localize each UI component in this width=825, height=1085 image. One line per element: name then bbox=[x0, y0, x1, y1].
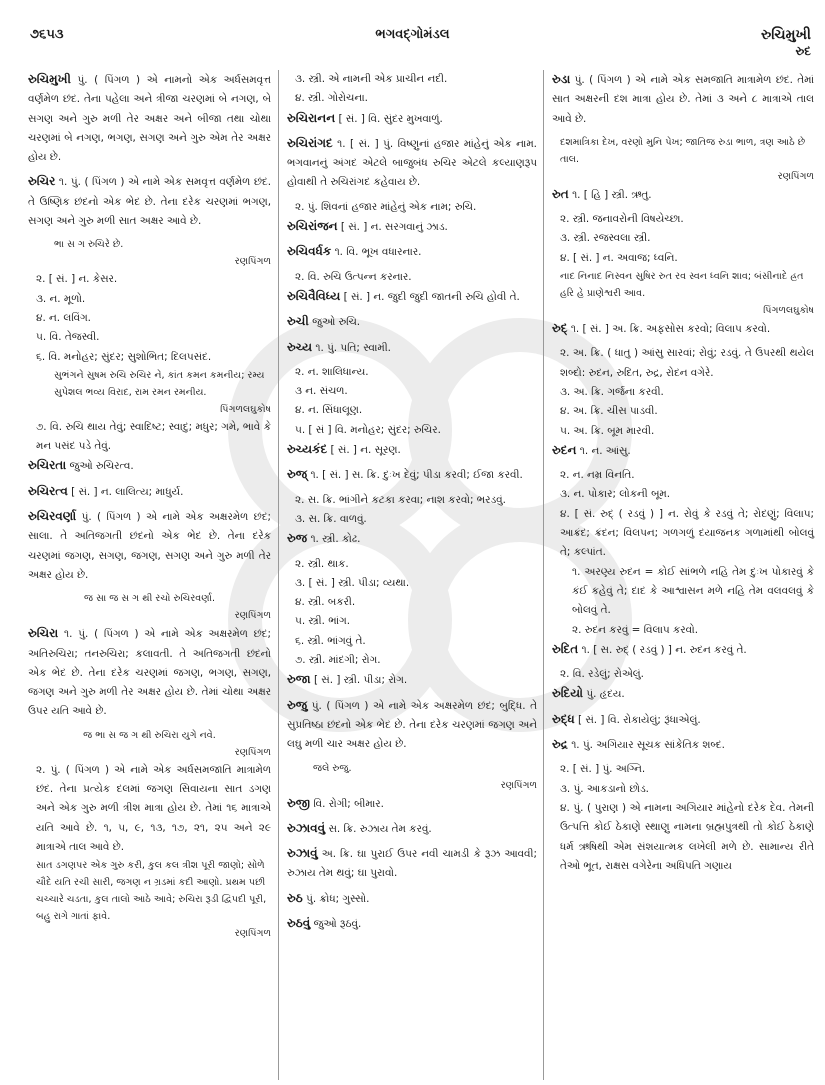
dictionary-entry bbox=[28, 507, 271, 585]
page-number: ૭૬૫૩ bbox=[30, 27, 64, 42]
sense-definition: ૩. ન. પોકાર; લોકની બૂમ. bbox=[560, 488, 671, 501]
sense-definition: ૪. પું. ( પુરાણ ) એ નામના અગિયાર માંહેનો દરેક દેવ. તેમની ઉત્પત્તિ કોઈ ઠેકાણે સ્થાણુ નામના બ્રહ્મપુત્રથી તો કોઈ ઠેકાણે ધર્મ ઋષિથી એમ સંશયાત્મક લખેલી મળે છે. સામાન્ય રીતે તેઓ ભૂત, રાક્ષસ વગેરેના અધિપતિ ગણાય bbox=[560, 801, 814, 872]
citation-source: રણપિંગળ bbox=[234, 256, 271, 268]
definition-text: ૧. પું. ( પિંગળ ) એ નામે એક અક્ષરમેળ છંદ; અતિરુચિરા; તનરુચિરા; કલાવતી. તે અતિજગતી છંદનો એક ભેદ છે. તેના દરેક ચરણમાં જગણ, ભગણ, સગણ, જગણ અને ગુરુ મળી તેર અક્ષર હોય છે. તેમાં ચોથા અક્ષર ઉપર યતિ આવે છે. bbox=[28, 628, 271, 718]
definition-text: ૧. વિ. ભૂખ વધારનાર. bbox=[331, 246, 422, 259]
headword: રુચિમુખી bbox=[28, 72, 71, 86]
citation-source: રણપિંગળ bbox=[234, 610, 271, 622]
verse-quote: ભા સ ગ રુચિરે છે. bbox=[54, 239, 124, 251]
dictionary-entry bbox=[287, 529, 537, 549]
sense-definition: ૩. સ. ક્રિ. વાળવું. bbox=[295, 512, 367, 525]
sense-definition: ૩. સ્ત્રી. રજસ્વલા સ્ત્રી. bbox=[560, 232, 651, 245]
citation-source: રણપિંગળ bbox=[500, 779, 537, 791]
sense-definition: ૨. અ. ક્રિ. ( ધાતુ ) આંસુ સારવાં; રોવું; રડવું. તે ઉપરથી થયેલ શબ્દો: રુદન, રુદિત, રુદ્ર, રોદન વગેરે. bbox=[560, 347, 814, 379]
sense-definition: ૨. સ્ત્રી. જનાવરોની વિષયેચ્છા. bbox=[560, 213, 684, 226]
definition-text: જુઓ રુચિરત્વ. bbox=[66, 460, 134, 473]
definition-text: જુઓ રુચિ. bbox=[308, 316, 361, 329]
dictionary-entry bbox=[552, 640, 814, 660]
definition-text: જુઓ રૂઠવું. bbox=[310, 917, 362, 930]
definition-text: [ સં. ] ન. જુદી જુદી જાતની રુચિ હોવી તે. bbox=[340, 290, 520, 303]
verse-quote: જ ભા સ જ ગ થી રુચિરા યુગે નવે. bbox=[83, 729, 216, 741]
citation-source: પિંગળલઘુકોષ bbox=[220, 403, 271, 415]
headword: રુદન bbox=[552, 442, 577, 457]
headword: રુત bbox=[552, 186, 569, 201]
dictionary-entry bbox=[287, 465, 537, 485]
sense-definition: ૩ ન. સંચળ. bbox=[295, 385, 348, 398]
headword: રુચિરાનન bbox=[287, 110, 336, 125]
definition-text: પું. ( પિંગળ ) એ નામે એક સમજાતિ માત્રામેળ છંદ. તેમાં સાત અક્ષરની દશ માત્રા હોય છે. તેમાં ૩ અને ૮ માત્રાએ તાલ આવે છે. bbox=[552, 74, 814, 125]
headword: રુઠ bbox=[287, 890, 303, 905]
headword: રુદિયો bbox=[552, 686, 584, 701]
dictionary-entry bbox=[287, 889, 537, 909]
dictionary-entry bbox=[28, 172, 271, 231]
sense-definition: ૩. અ. ક્રિ. ગર્જના કરવી. bbox=[560, 385, 664, 398]
dictionary-entry bbox=[552, 319, 814, 339]
definition-text: [ સં. ] ન. સરગવાનું ઝાડ. bbox=[337, 221, 448, 234]
definition-text: [ સં. ] સ્ત્રી. પીડા; રોગ. bbox=[310, 674, 408, 687]
dictionary-entry bbox=[552, 735, 814, 755]
dictionary-entry bbox=[287, 134, 537, 193]
sense-definition: ૪. સ્ત્રી. બકરી. bbox=[295, 596, 356, 609]
sense-definition: ૪. સ્ત્રી. ગોરોચના. bbox=[295, 92, 368, 105]
verse-quote: જલે રુજુ. bbox=[313, 762, 352, 774]
headword: રુચિરા bbox=[28, 626, 59, 641]
sense-definition: ૨. સ્ત્રી. થાક. bbox=[295, 557, 349, 570]
sense-definition: ૩. ન. મૂળો. bbox=[36, 292, 86, 305]
dictionary-entry bbox=[28, 70, 271, 167]
sense-definition: ૨. [ સં. ] પું. અગ્નિ. bbox=[560, 763, 646, 776]
citation-source: રણપિંગળ bbox=[234, 928, 271, 940]
dictionary-entry bbox=[28, 624, 271, 721]
headword: રુદિત bbox=[552, 641, 579, 656]
headword: રુઝાવવું bbox=[287, 820, 326, 835]
verse-quote: દશમાત્રિકા દેખ, વરણો મુનિ પેખ; જાતિજ રુડા ભાળ, ત્રણ આઠે છે તાલ. bbox=[560, 136, 806, 165]
headword: રુડા bbox=[552, 72, 571, 86]
headword: રુઠવું bbox=[287, 915, 311, 930]
headword: રુજ્ bbox=[287, 467, 308, 482]
verse-quote: નાદ નિનાદ નિસ્વન સુષિર રુત રવ સ્વન ધ્વનિ શાવ; બંસીનાદે હ્રત હરિ હે પ્રાણેશ્વરી આવ. bbox=[560, 271, 804, 300]
guide-word-first: રુચિમુખી bbox=[760, 27, 811, 43]
dictionary-entry bbox=[287, 338, 537, 358]
dictionary-entry bbox=[287, 287, 537, 307]
definition-text: ૧. [ સ. રુદ્ ( રડવું ) ] ન. રુદન કરવું તે. bbox=[578, 643, 747, 656]
dictionary-entry bbox=[287, 217, 537, 237]
sense-definition: ૨. સ. ક્રિ. ભાંગીને કટકા કરવા; નાશ કરવો; ભરડવું. bbox=[295, 493, 506, 506]
sense-definition: ૪. [ સં. રુદ્ ( રડવું ) ] ન. રોવું કે રડવું તે; રોદણું; વિલાપ; આક્રંદ; ક્રંદન; વિલપન; ગળગળું દયાજનક ગળામાંથી બોલવું તે; કલ્પાંત. bbox=[560, 507, 814, 559]
dictionary-entry bbox=[552, 441, 814, 461]
headword: રુચિરવર્ણા bbox=[28, 509, 77, 524]
dictionary-entry bbox=[287, 844, 537, 884]
definition-text: ૧. પું. પતિ; સ્વામી. bbox=[312, 341, 391, 354]
dictionary-entry bbox=[28, 482, 271, 502]
dictionary-entry bbox=[28, 456, 271, 476]
sense-definition: ૪. અ. ક્રિ. ચીસ પાડવી. bbox=[560, 405, 658, 418]
definition-text: ૧. પું. ( પિંગળ ) એ નામે એક સમવૃત્ત વર્ણમેળ છંદ. તે ઉષ્ણિક છંદનો એક ભેદ છે. તેના દરેક ચરણમાં ભગણ, સગણ અને ગુરુ મળી સાત અક્ષર આવે છે. bbox=[28, 176, 271, 228]
column-left bbox=[28, 70, 278, 1080]
citation-source: રણપિંગળ bbox=[777, 170, 814, 182]
headword: રુદ્ધ bbox=[552, 711, 575, 726]
headword: રુજુ bbox=[287, 697, 308, 712]
dictionary-entry bbox=[287, 312, 537, 332]
definition-text: ૧. પું. અગિયાર સૂચક સાંકેતિક શબ્દ. bbox=[567, 739, 725, 752]
definition-text: [ સં. ] ન. લાલિત્ય; માધુર્ય. bbox=[67, 485, 184, 498]
dictionary-entry bbox=[287, 794, 537, 814]
definition-text: [ સં. ] વિ. સુંદર મુખવાળું. bbox=[335, 112, 443, 125]
guide-word-last: રુદ bbox=[795, 44, 811, 58]
sense-definition: ૩. પું. આકડાનો છોડ. bbox=[560, 782, 649, 795]
sense-definition: ૬. વિ. મનોહર; સુંદર; સુશોભિત; દિલપસંદ. bbox=[36, 350, 212, 363]
sense-definition: ૪. ન. લવિંગ. bbox=[36, 311, 91, 324]
sense-definition: ૫. અ. ક્રિ. બૂમ મારવી. bbox=[560, 424, 655, 437]
definition-text: ૧. ન. આંસુ. bbox=[576, 444, 631, 457]
verse-quote: જ સા જ સ ગ થી રચો રુચિરવર્ણા. bbox=[83, 593, 216, 605]
dictionary-entry bbox=[287, 670, 537, 690]
sense-definition: ૨. વિ. રડેલું; રોએલું. bbox=[560, 668, 644, 681]
definition-text: ૧. [ સં. ] સ. ક્રિ. દુઃખ દેવું; પીડા કરવી; ઈજા કરવી. bbox=[307, 469, 523, 482]
definition-text: પું. ( પિંગળ ) એ નામે એક અક્ષરમેળ છંદ; સાલા. તે અતિજગતી છંદનો એક ભેદ છે. તેના દરેક ચરણમાં જગણ, સગણ, જગણ, સગણ અને ગુરુ મળી તેર અક્ષર હોય છે. bbox=[28, 511, 271, 581]
headword: રુચિરતા bbox=[28, 458, 67, 473]
dictionary-entry bbox=[552, 710, 814, 730]
definition-text: ૧. [ હિ ] સ્ત્રી. ઋતુ. bbox=[568, 188, 652, 201]
headword: રુજી bbox=[287, 795, 311, 810]
sense-definition: ૫. વિ. તેજસ્વી. bbox=[36, 331, 100, 344]
definition-text: અ. ક્રિ. ઘા પુરાઈ ઉપર નવી ચામડી કે રૂઝ આવવી; રુઝાય તેમ થવું; ઘા પુરાવો. bbox=[287, 848, 537, 880]
sense-definition: ૩. [ સં. ] સ્ત્રી. પીડા; વ્યથા. bbox=[295, 576, 410, 589]
dictionary-entry bbox=[287, 242, 537, 262]
headword: રુચિરાંજન bbox=[287, 219, 338, 234]
book-title: ભગવદ્ગોમંડલ bbox=[375, 27, 450, 42]
headword: રુદ્ bbox=[552, 321, 568, 336]
definition-text: પું. ( પિંગળ ) એ નામનો એક અર્ધસમવૃત્ત વર્ણમેળ છંદ. તેના પહેલા અને ત્રીજા ચરણમાં બે નગણ, બે સગણ અને ગુરુ મળી તેર અક્ષર અને બીજા તથા ચોથા ચરણમાં બે નગણ, ભગણ, સગણ અને ગુરુ એમ તેર અક્ષર હોય છે. bbox=[28, 74, 271, 164]
headword: રુદ્ર bbox=[552, 737, 568, 752]
verse-quote: સાત ડગણપર એક ગુરુ કરી, કુલ કલ ત્રીશ પૂરી જાણો; સોળે ચૌદે યતિ રચી સારી, જગણ ન ગ્રડમાં કદી આણો. પ્રથમ પછી ચચ્ચારે ચડતા, કુલ તાલો આઠે આવે; રુચિરા રૂડી દ્વિપદી પૂરી, બહુ રાગે ગાતાં ફાવે. bbox=[36, 860, 267, 923]
headword: રુચિવૈવિધ્ય bbox=[287, 288, 341, 303]
sense-definition: ૫. સ્ત્રી. ભાંગ. bbox=[295, 615, 350, 628]
headword: રુચી bbox=[287, 314, 309, 329]
dictionary-entry bbox=[552, 70, 814, 129]
definition-text: સ. ક્રિ. રુઝાય તેમ કરવું. bbox=[325, 822, 432, 835]
headword: રુચ્યકંદ bbox=[287, 442, 328, 457]
idiom-definition: ૨. રુદન કરવું = વિલાપ કરવો. bbox=[572, 623, 699, 636]
headword: રુજ bbox=[287, 531, 308, 546]
definition-text: વિ. રોગી; બીમાર. bbox=[310, 797, 384, 810]
sense-definition: ૭. વિ. રુચિ થાય તેવું; સ્વાદિષ્ટ; સ્વાદુ; મધુર; ગમે, ભાવે કે મન પસંદ પડે તેવું. bbox=[36, 420, 271, 453]
sense-definition: ૬. સ્ત્રી. ભાંગવું તે. bbox=[295, 634, 366, 647]
dictionary-entry bbox=[287, 696, 537, 755]
dictionary-entry bbox=[287, 819, 537, 839]
sense-definition: ૨. પું. શિવનાં હજાર માંહેનું એક નામ; રુચિ. bbox=[295, 200, 477, 213]
citation-source: પિંગળલઘુકોષ bbox=[763, 305, 814, 317]
sense-definition: ૨. પું. ( પિંગળ ) એ નામે એક અર્ધસમજાતિ માત્રામેળ છંદ. તેના પ્રત્યેક દલમાં જગણ સિવાયના સાત ડગણ અને એક ગુરુ મળી ત્રીશ માત્રા હોય છે. તેમાં ૧૬ માત્રાએ યતિ આવે છે. ૧, ૫, ૯, ૧૩, ૧૭, ૨૧, ૨૫ અને ૨૯ માત્રાએ તાલ આવે છે. bbox=[36, 763, 271, 853]
definition-text: પું. ક્રોધ; ગુસ્સો. bbox=[302, 892, 370, 905]
headword: રુચ્ય bbox=[287, 339, 313, 354]
headword: રુઝાવું bbox=[287, 846, 318, 861]
sense-definition: ૫. [ સં ] વિ. મનોહર; સુંદર; રુચિર. bbox=[295, 423, 441, 436]
definition-text: ૧. સ્ત્રી. કોઢ. bbox=[307, 533, 361, 546]
citation-source: રણપિંગળ bbox=[234, 746, 271, 758]
definition-text: પું. હૃદય. bbox=[583, 688, 625, 701]
definition-text: [ સં. ] ન. સૂરણ. bbox=[327, 444, 401, 457]
headword: રુચિર bbox=[28, 174, 56, 189]
dictionary-entry bbox=[287, 109, 537, 129]
sense-definition: ૪. [ સં. ] ન. અવાજ; ધ્વનિ. bbox=[560, 251, 678, 264]
definition-text: ૧. [ સં. ] અ. ક્રિ. અફસોસ કરવો; વિલાપ કરવો. bbox=[567, 323, 771, 336]
sense-definition: ૭. સ્ત્રી. માંદગી; રોગ. bbox=[295, 654, 381, 667]
dictionary-columns bbox=[28, 70, 818, 1080]
dictionary-entry bbox=[552, 185, 814, 205]
page-header bbox=[0, 0, 825, 60]
headword: રુચિરત્વ bbox=[28, 483, 68, 498]
definition-text: [ સં. ] વિ. રોકાયેલું; રૂંધાએલું. bbox=[574, 713, 701, 726]
dictionary-entry bbox=[287, 440, 537, 460]
sense-definition: ૨. ન. નમ્ર વિનતિ. bbox=[560, 469, 635, 482]
headword: રુચિવર્ધક bbox=[287, 244, 332, 259]
sense-definition: ૨. ન. શાલિધાન્ય. bbox=[295, 365, 369, 378]
headword: રુજા bbox=[287, 672, 311, 687]
verse-quote: સુભંગને સુષમ રુચિ રુચિર ને, કાંત કમન કમનીય; રમ્ય સુપેશલ ભવ્ય વિરાદ, રામ રમન રમનીય. bbox=[54, 369, 265, 398]
headword: રુચિરાંગદ bbox=[287, 135, 333, 150]
definition-text: પું. ( પિંગળ ) એ નામે એક અક્ષરમેળ છંદ; બુદ્ધિ. તે સુપ્રતિષ્ઠા છંદનો એક ભેદ છે. તેના દરેક ચરણમાં જગણ અને લઘુ મળી ચાર અક્ષર હોય છે. bbox=[287, 699, 537, 751]
sense-definition: ૨. વિ. રુચિ ઉત્પન્ન કરનાર. bbox=[295, 270, 412, 283]
idiom-definition: ૧. અરણ્ય રુદન = કોઈ સાંભળે નહિ તેમ દુઃખ પોકારવું કે કંઈ કહેવું તે; દાદ કે આશ્વાસન મળે નહિ તેમ વલવલવું કે બોલવું તે. bbox=[572, 565, 814, 617]
definition-text: ૧. [ સં. ] પું. વિષ્ણુનાં હજાર માંહેનું એક નામ. ભગવાનનું અંગદ એટલે બાજુબંધ રુચિર એટલે કલ્યાણરૂપ હોવાથી તે રુચિરાંગદ કહેવાય છે. bbox=[287, 137, 537, 189]
sense-definition: ૩. સ્ત્રી. એ નામની એક પ્રાચીન નદી. bbox=[295, 73, 448, 85]
sense-definition: ૨. [ સં. ] ન. કેસર. bbox=[36, 273, 118, 286]
sense-definition: ૪. ન. સિંધાલૂણ. bbox=[295, 404, 363, 417]
column-middle bbox=[278, 70, 543, 1080]
dictionary-entry bbox=[287, 914, 537, 934]
column-right bbox=[543, 70, 818, 1080]
dictionary-entry bbox=[552, 684, 814, 704]
